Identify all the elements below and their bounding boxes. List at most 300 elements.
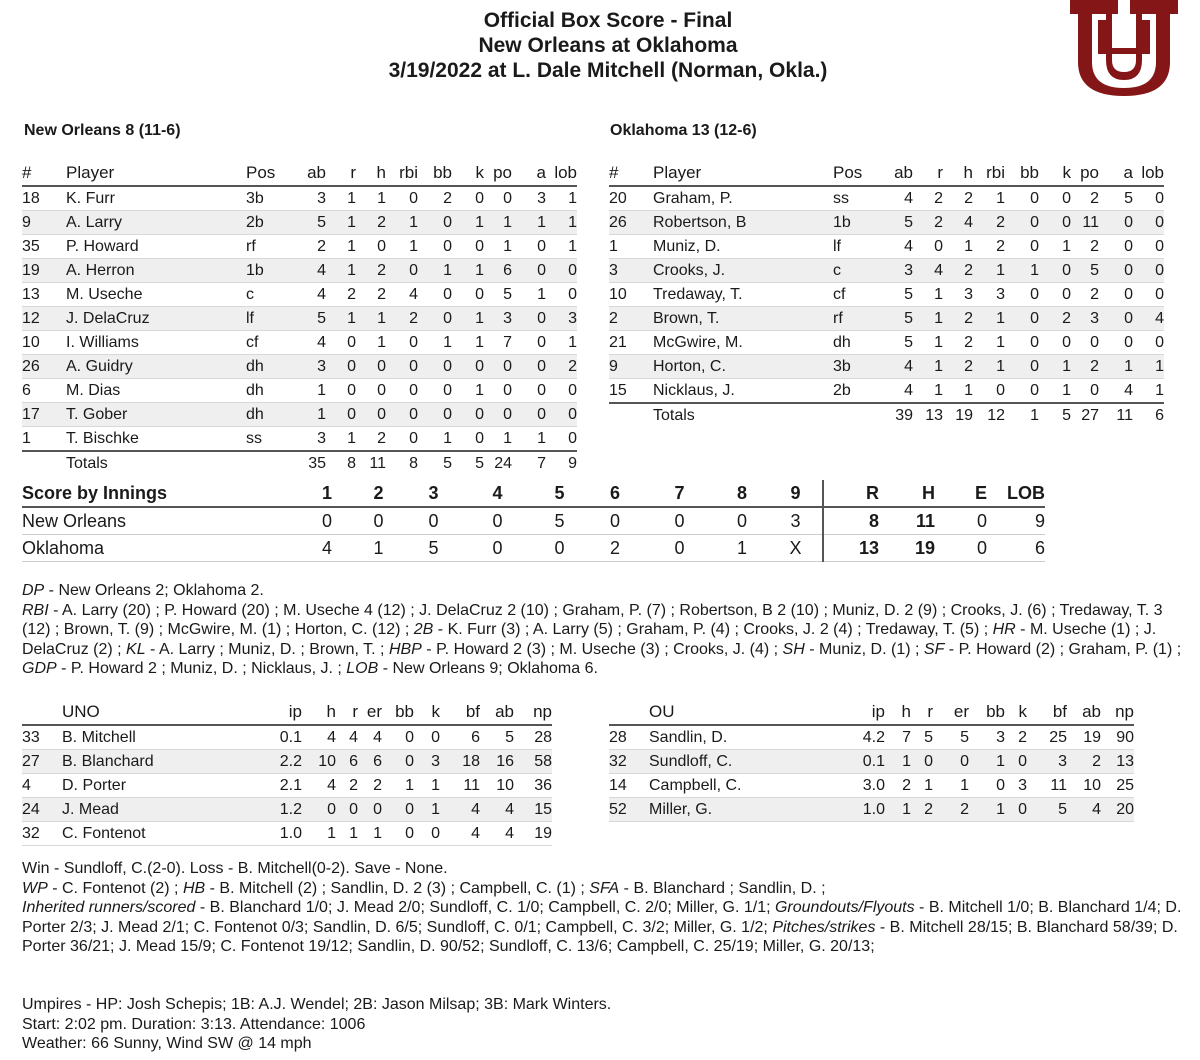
stat-cell: 0 <box>1039 186 1071 211</box>
stat-cell: 2 <box>913 211 943 235</box>
stat-cell: 1 <box>294 379 326 403</box>
stat-cell: 1 <box>484 427 512 452</box>
inning-header: 5 <box>533 480 586 507</box>
inning-header: 8 <box>715 480 769 507</box>
stat-cell: Muniz, D. <box>653 235 833 259</box>
batter-row <box>22 379 577 403</box>
column-header: bb <box>382 700 414 725</box>
column-header: ab <box>294 161 326 186</box>
stat-cell: 4 <box>881 379 913 404</box>
home-pitching-table <box>609 700 1134 822</box>
stat-cell: 1 <box>609 235 653 259</box>
away-team-title: New Orleans 8 (11-6) <box>24 122 181 139</box>
stat-cell: 2 <box>358 774 382 798</box>
stat-cell: 2 <box>356 211 386 235</box>
stat-cell: 0 <box>386 186 418 211</box>
column-header: bb <box>418 161 452 186</box>
batter-row <box>22 355 577 379</box>
stat-cell: 1.0 <box>839 798 885 822</box>
stat-cell: 0 <box>356 235 386 259</box>
stat-cell: Tredaway, T. <box>653 283 833 307</box>
stat-cell: 2 <box>943 259 973 283</box>
column-header: Pos <box>833 161 881 186</box>
inning-score: 1 <box>715 535 769 562</box>
stat-cell: 26 <box>609 211 653 235</box>
rbi-label: RBI <box>22 601 49 619</box>
stat-cell: 15 <box>609 379 653 404</box>
stat-cell: 9 <box>22 211 66 235</box>
stat-cell: 19 <box>1067 725 1101 750</box>
stat-cell: 1 <box>418 259 452 283</box>
stat-cell: 33 <box>22 725 62 750</box>
stat-cell: 0 <box>382 750 414 774</box>
stat-cell: 0 <box>512 355 546 379</box>
stat-cell: 2 <box>973 211 1005 235</box>
column-header: bb <box>1005 161 1039 186</box>
total-cell: 35 <box>294 451 326 476</box>
stat-cell: 4 <box>294 283 326 307</box>
stat-cell: 10 <box>302 750 336 774</box>
column-header: ip <box>252 700 302 725</box>
stat-cell: 4 <box>943 211 973 235</box>
stat-cell: B. Mitchell <box>62 725 252 750</box>
inning-header: 4 <box>462 480 533 507</box>
stat-cell: 0 <box>512 331 546 355</box>
stat-cell: A. Guidry <box>66 355 246 379</box>
stat-cell: 1 <box>326 427 356 452</box>
wp-label: WP <box>22 879 48 897</box>
stat-cell: A. Larry <box>66 211 246 235</box>
stat-cell: 0 <box>418 355 452 379</box>
stat-cell: 1 <box>326 186 356 211</box>
stat-cell: 3 <box>1027 750 1067 774</box>
total-header: R <box>823 480 879 507</box>
stat-cell: 3 <box>943 283 973 307</box>
pitching-team-header: UNO <box>62 700 252 725</box>
pitcher-row <box>609 774 1134 798</box>
stat-cell: 0 <box>1005 750 1027 774</box>
stat-cell: 0 <box>382 822 414 846</box>
batter-row <box>22 403 577 427</box>
inning-score: 0 <box>644 507 715 535</box>
stat-cell: 18 <box>22 186 66 211</box>
stat-cell: 5 <box>1071 259 1099 283</box>
stat-cell: 0 <box>386 427 418 452</box>
stat-cell: 25 <box>1101 774 1134 798</box>
stat-cell: 3 <box>546 307 577 331</box>
batter-row <box>609 235 1164 259</box>
stat-cell: 19 <box>22 259 66 283</box>
stat-cell: M. Dias <box>66 379 246 403</box>
stat-cell: dh <box>246 379 294 403</box>
inning-score: 0 <box>462 535 533 562</box>
hbp-text: - P. Howard 2 (3) ; M. Useche (3) ; Crooks, J. (4) ; <box>421 640 783 658</box>
stat-cell: 4 <box>1133 307 1164 331</box>
stat-cell: 1 <box>326 235 356 259</box>
stat-cell: 1 <box>512 427 546 452</box>
stat-cell: 1 <box>943 235 973 259</box>
stat-cell: 2 <box>294 235 326 259</box>
total-cell: 39 <box>881 403 913 428</box>
stat-cell: 1 <box>546 211 577 235</box>
home-team-title: Oklahoma 13 (12-6) <box>610 122 757 139</box>
stat-cell: 0 <box>452 283 484 307</box>
total-value: 8 <box>823 507 879 535</box>
team-name: New Orleans <box>22 507 302 535</box>
total-value: 6 <box>987 535 1045 562</box>
stat-cell: 13 <box>1101 750 1134 774</box>
stat-cell: 15 <box>514 798 552 822</box>
stat-cell: 2 <box>386 307 418 331</box>
stat-cell: 0 <box>1099 211 1133 235</box>
stat-cell: rf <box>833 307 881 331</box>
stat-cell: 4 <box>881 186 913 211</box>
report-header <box>0 8 1200 83</box>
spacer-cell <box>22 451 66 476</box>
score-by-innings-table <box>22 480 1045 562</box>
stat-cell: 0 <box>512 259 546 283</box>
stat-cell: 0 <box>382 725 414 750</box>
batter-row <box>22 331 577 355</box>
stat-cell: 2 <box>973 235 1005 259</box>
stat-cell: 11 <box>1027 774 1067 798</box>
stat-cell: 1.2 <box>252 798 302 822</box>
column-header: lob <box>1133 161 1164 186</box>
stat-cell: 5 <box>881 331 913 355</box>
stat-cell: 1 <box>1133 379 1164 404</box>
stat-cell: dh <box>246 403 294 427</box>
inning-score: 0 <box>302 507 352 535</box>
stat-cell: 3 <box>1005 774 1027 798</box>
stat-cell: 5 <box>294 307 326 331</box>
stat-cell: 1 <box>356 331 386 355</box>
column-header: Player <box>653 161 833 186</box>
stat-cell: 4 <box>1067 798 1101 822</box>
stat-cell: 0 <box>358 798 382 822</box>
stat-cell: 18 <box>440 750 480 774</box>
stat-cell: 0 <box>1039 259 1071 283</box>
stat-cell: 1 <box>418 427 452 452</box>
stat-cell: 2 <box>933 798 969 822</box>
stat-cell: 0 <box>1039 331 1071 355</box>
stat-cell: 1 <box>358 822 382 846</box>
stat-cell: 2 <box>356 283 386 307</box>
column-header: k <box>414 700 440 725</box>
stat-cell: c <box>246 283 294 307</box>
away-pitching-table <box>22 700 552 846</box>
stat-cell: 0 <box>386 379 418 403</box>
matchup-line: New Orleans at Oklahoma <box>478 34 738 57</box>
stat-cell: 0 <box>452 427 484 452</box>
stat-cell: 1 <box>414 774 440 798</box>
stat-cell: 1 <box>452 331 484 355</box>
stat-cell: 1 <box>386 211 418 235</box>
stat-cell: ss <box>833 186 881 211</box>
stat-cell: 6 <box>22 379 66 403</box>
innings-label: Score by Innings <box>22 480 302 507</box>
stat-cell: 1 <box>326 259 356 283</box>
stat-cell: A. Herron <box>66 259 246 283</box>
stat-cell: 10 <box>1067 774 1101 798</box>
stat-cell: 2 <box>885 774 911 798</box>
sh-text: - Muniz, D. (1) ; <box>804 640 924 658</box>
stat-cell: 1 <box>973 259 1005 283</box>
pitching-team-header: OU <box>649 700 839 725</box>
stat-cell: 1 <box>452 379 484 403</box>
stat-cell: rf <box>246 235 294 259</box>
stat-cell: 3 <box>969 725 1005 750</box>
batter-row <box>609 186 1164 211</box>
groundouts-flyouts-text: - B. Mitchell 1/0; B. Blanchard 1/4; D. Porter 2/3; J. Mead 2/1; C. Fontenot 0/3; Sandlin, D. 6/5; Sundloff, C. 0/1; Campbell, C. 3/2; Miller, G. 1/2; <box>22 899 1182 936</box>
stat-cell: 1 <box>302 822 336 846</box>
inning-score: 2 <box>586 535 644 562</box>
stat-cell: 28 <box>514 725 552 750</box>
stat-cell: 2 <box>356 427 386 452</box>
inherited-runners-text: - B. Blanchard 1/0; J. Mead 2/0; Sundloff, C. 1/0; Campbell, C. 2/0; Miller, G. 1/1; <box>195 899 775 916</box>
stat-cell: 2 <box>943 307 973 331</box>
total-value: 13 <box>823 535 879 562</box>
stat-cell: B. Blanchard <box>62 750 252 774</box>
start-duration-text: Start: 2:02 pm. Duration: 3:13. Attendance: 1006 <box>22 1015 366 1033</box>
inning-score: 5 <box>405 535 462 562</box>
weather-text: Weather: 66 Sunny, Wind SW @ 14 mph <box>22 1035 312 1052</box>
total-cell: 1 <box>1005 403 1039 428</box>
stat-cell: 1 <box>1133 355 1164 379</box>
stat-cell: 1 <box>386 235 418 259</box>
inning-header: 1 <box>302 480 352 507</box>
stat-cell: 0 <box>386 331 418 355</box>
stat-cell: 4 <box>881 235 913 259</box>
stat-cell: 4 <box>294 331 326 355</box>
stat-cell: 1 <box>484 235 512 259</box>
inherited-runners-label: Inherited runners/scored <box>22 899 196 916</box>
stat-cell: 0 <box>484 355 512 379</box>
stat-cell: 5 <box>294 211 326 235</box>
totals-label: Totals <box>653 403 881 428</box>
total-header: E <box>935 480 987 507</box>
inning-header: 7 <box>644 480 715 507</box>
stat-cell: 0 <box>1005 186 1039 211</box>
stat-cell: 4 <box>294 259 326 283</box>
stat-cell: 0 <box>1005 798 1027 822</box>
stat-cell: 1 <box>336 822 358 846</box>
stat-cell: 2 <box>943 186 973 211</box>
pitcher-row <box>609 798 1134 822</box>
stat-cell: 0 <box>546 427 577 452</box>
date-venue-line: 3/19/2022 at L. Dale Mitchell (Norman, Okla.) <box>388 59 828 82</box>
stat-cell: lf <box>833 235 881 259</box>
stat-cell: 1 <box>326 211 356 235</box>
stat-cell: 0 <box>326 355 356 379</box>
decision-text: Win - Sundloff, C.(2-0). Loss - B. Mitchell(0-2). Save - None. <box>22 860 448 877</box>
totals-row <box>609 403 1164 428</box>
stat-cell: 2 <box>1005 725 1027 750</box>
stat-cell: 4 <box>336 725 358 750</box>
stat-cell: 0 <box>546 283 577 307</box>
batter-row <box>22 235 577 259</box>
stat-cell: Brown, T. <box>653 307 833 331</box>
stat-cell: lf <box>246 307 294 331</box>
stat-cell: dh <box>246 355 294 379</box>
stat-cell: 1 <box>546 235 577 259</box>
stat-cell: Sundloff, C. <box>649 750 839 774</box>
stat-cell: Sandlin, D. <box>649 725 839 750</box>
stat-cell: 0 <box>1133 283 1164 307</box>
stat-cell: 0 <box>326 331 356 355</box>
stat-cell: 10 <box>480 774 514 798</box>
total-cell: 11 <box>1099 403 1133 428</box>
inning-header: 2 <box>352 480 405 507</box>
column-header: rbi <box>386 161 418 186</box>
column-header: po <box>484 161 512 186</box>
stat-cell: 0 <box>452 235 484 259</box>
spacer-cell <box>22 700 62 725</box>
column-header: er <box>933 700 969 725</box>
stat-cell: 0 <box>546 403 577 427</box>
total-value: 0 <box>935 507 987 535</box>
stat-cell: 1 <box>452 307 484 331</box>
pitches-strikes-label: Pitches/strikes <box>772 918 876 936</box>
stat-cell: T. Bischke <box>66 427 246 452</box>
total-cell: 13 <box>913 403 943 428</box>
stat-cell: 2 <box>1071 186 1099 211</box>
stat-cell: 0 <box>933 750 969 774</box>
stat-cell: 3 <box>294 355 326 379</box>
column-header: a <box>1099 161 1133 186</box>
stat-cell: McGwire, M. <box>653 331 833 355</box>
stat-cell: Nicklaus, J. <box>653 379 833 404</box>
stat-cell: 26 <box>22 355 66 379</box>
stat-cell: 0 <box>1099 283 1133 307</box>
team-name: Oklahoma <box>22 535 302 562</box>
total-cell: 12 <box>973 403 1005 428</box>
stat-cell: 0 <box>1005 283 1039 307</box>
stat-cell: 1 <box>382 774 414 798</box>
stat-cell: 0 <box>326 403 356 427</box>
stat-cell: 1 <box>913 355 943 379</box>
stat-cell: 2 <box>1039 307 1071 331</box>
stat-cell: 3 <box>294 186 326 211</box>
stat-cell: 0 <box>1071 331 1099 355</box>
stat-cell: 0 <box>418 211 452 235</box>
stat-cell: 0 <box>1099 235 1133 259</box>
stat-cell: 21 <box>609 331 653 355</box>
stat-cell: Graham, P. <box>653 186 833 211</box>
stat-cell: 1 <box>943 379 973 404</box>
stat-cell: 4.2 <box>839 725 885 750</box>
stat-cell: 0 <box>913 235 943 259</box>
total-cell: 19 <box>943 403 973 428</box>
stat-cell: 2 <box>911 798 933 822</box>
inning-header: 9 <box>769 480 823 507</box>
stat-cell: 0 <box>356 355 386 379</box>
column-header: r <box>326 161 356 186</box>
stat-cell: 24 <box>22 798 62 822</box>
stat-cell: 1 <box>356 307 386 331</box>
stat-cell: 1 <box>418 331 452 355</box>
spacer-cell <box>609 700 649 725</box>
stat-cell: 90 <box>1101 725 1134 750</box>
stat-cell: 3b <box>833 355 881 379</box>
stat-cell: P. Howard <box>66 235 246 259</box>
stat-cell: 0 <box>1039 283 1071 307</box>
stat-cell: 2b <box>246 211 294 235</box>
stat-cell: 1 <box>512 283 546 307</box>
stat-cell: 0 <box>911 750 933 774</box>
stat-cell: 0 <box>1133 331 1164 355</box>
stat-cell: 0 <box>973 379 1005 404</box>
groundouts-flyouts-label: Groundouts/Flyouts <box>774 899 915 916</box>
stat-cell: 0 <box>1099 259 1133 283</box>
inning-score: 4 <box>302 535 352 562</box>
inning-score: 0 <box>405 507 462 535</box>
hr-text: - M. Useche (1) ; J. DelaCruz (2) ; <box>22 621 1157 658</box>
stat-cell: 0 <box>386 259 418 283</box>
stat-cell: 1 <box>1005 259 1039 283</box>
total-cell: 24 <box>484 451 512 476</box>
stat-cell: 6 <box>484 259 512 283</box>
column-header: ip <box>839 700 885 725</box>
column-header: bf <box>440 700 480 725</box>
column-header: Player <box>66 161 246 186</box>
batter-row <box>22 259 577 283</box>
stat-cell: 0 <box>512 403 546 427</box>
stat-cell: 4 <box>440 798 480 822</box>
total-value: 11 <box>879 507 935 535</box>
total-cell: 9 <box>546 451 577 476</box>
column-header: er <box>358 700 382 725</box>
total-value: 0 <box>935 535 987 562</box>
game-footer <box>22 995 1192 1054</box>
inning-score: 5 <box>533 507 586 535</box>
sfa-label: SFA <box>589 879 620 897</box>
stat-cell: 0 <box>1099 307 1133 331</box>
stat-cell: 3 <box>609 259 653 283</box>
kl-label: KL <box>126 640 146 658</box>
stat-cell: 1 <box>1039 235 1071 259</box>
stat-cell: 0 <box>418 307 452 331</box>
stat-cell: ss <box>246 427 294 452</box>
pitcher-row <box>22 774 552 798</box>
stat-cell: 4 <box>386 283 418 307</box>
stat-cell: 0 <box>418 283 452 307</box>
ou-logo <box>1068 0 1180 98</box>
innings-row <box>22 507 1045 535</box>
stat-cell: 0 <box>418 235 452 259</box>
stat-cell: 11 <box>1071 211 1099 235</box>
stat-cell: 0 <box>336 798 358 822</box>
stat-cell: Campbell, C. <box>649 774 839 798</box>
stat-cell: 0 <box>1133 235 1164 259</box>
inning-header: 6 <box>586 480 644 507</box>
stat-cell: 0.1 <box>839 750 885 774</box>
stat-cell: 1 <box>969 798 1005 822</box>
stat-cell: 0 <box>512 379 546 403</box>
stat-cell: 0 <box>546 259 577 283</box>
column-header: k <box>452 161 484 186</box>
wp-text: - C. Fontenot (2) ; <box>47 879 183 897</box>
stat-cell: 4 <box>22 774 62 798</box>
total-cell: 5 <box>418 451 452 476</box>
stat-cell: 19 <box>514 822 552 846</box>
batter-row <box>22 211 577 235</box>
stat-cell: 2b <box>833 379 881 404</box>
stat-cell: 1 <box>913 283 943 307</box>
lob-label: LOB <box>346 660 379 677</box>
stat-cell: 1 <box>22 427 66 452</box>
stat-cell: 2 <box>1071 235 1099 259</box>
stat-cell: 2 <box>1071 355 1099 379</box>
